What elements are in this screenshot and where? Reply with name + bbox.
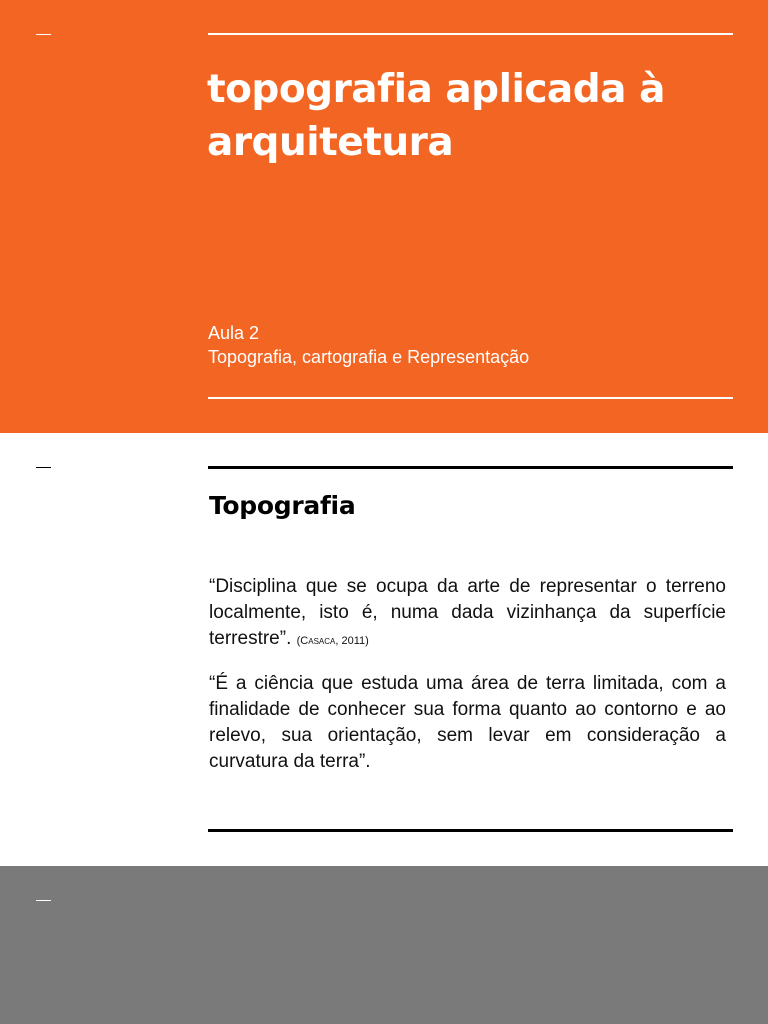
cover-title: topografia aplicada à arquitetura: [207, 67, 665, 165]
lesson-topic: Topografia, cartografia e Representação: [208, 347, 530, 367]
corner-dash: [36, 900, 51, 901]
cover-slide: [0, 0, 768, 433]
lesson-label: Aula 2: [208, 323, 260, 343]
quote-1-citation: (Casaca, 2011): [296, 635, 369, 647]
top-rule: [208, 33, 733, 35]
bottom-rule: [208, 397, 733, 399]
section-title: Topografia: [209, 491, 356, 520]
top-rule: [208, 466, 733, 469]
corner-dash: [36, 34, 51, 35]
corner-dash: [36, 467, 51, 468]
cover-subtitle: [208, 321, 728, 369]
next-slide: [0, 866, 768, 1024]
quote-1-text: “Disciplina que se ocupa da arte de representar o terreno localmente, isto é, numa dada vizinhança da superfície terrestre”.: [209, 576, 726, 649]
bottom-rule: [208, 829, 733, 832]
definition-quote-2: “É a ciência que estuda uma área de terra limitada, com a finalidade de conhecer sua forma quanto ao contorno e ao relevo, sua orientação, sem levar em consideração a curvatura da terra”.: [209, 673, 726, 772]
definition-quote-1: [209, 574, 726, 652]
